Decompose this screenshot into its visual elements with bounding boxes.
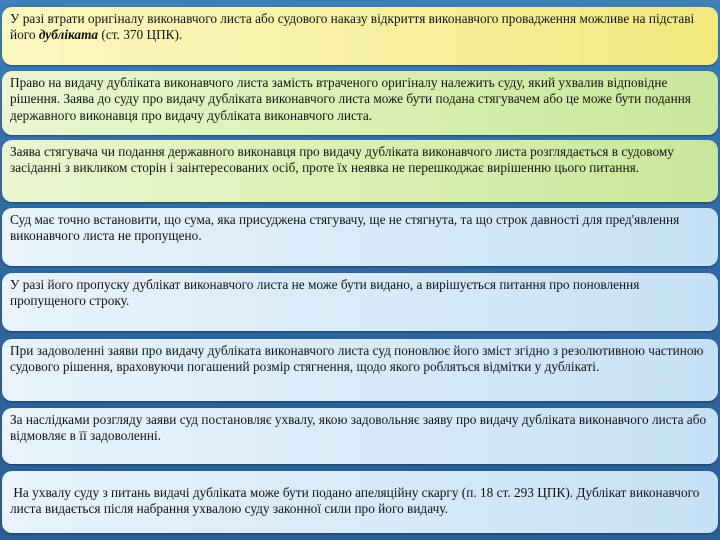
text-block-2 <box>2 71 718 135</box>
text-block-4 <box>2 208 718 266</box>
text-block-1-text-after: (ст. 370 ЦПК). <box>98 27 183 43</box>
text-block-1-text-before: У разі втрати оригіналу виконавчого листа або судового наказу відкриття виконавчого провадження можливе на підставі його <box>10 11 695 43</box>
text-block-6 <box>2 339 718 401</box>
text-block-3-paragraph: Заява стягувача чи подання державного виконавця про видачу дубліката виконавчого листа розглядається в судовому засіданні з викликом сторін і заінтересованих осіб, проте їх неявка не перешкоджає вирішенню цього питання. <box>10 144 674 176</box>
text-block-1 <box>2 7 718 65</box>
text-block-5 <box>2 273 718 331</box>
text-block-5-paragraph: У разі його пропуску дублікат виконавчого листа не може бути видано, а вирішується питання про поновлення пропущеного строку. <box>10 277 640 309</box>
text-block-4-paragraph: Суд має точно встановити, що сума, яка присуджена стягувачу, ще не стягнута, та що строк давності для пред'явлення виконавчого листа не пропущено. <box>10 212 680 244</box>
text-block-7 <box>2 408 718 464</box>
text-block-8-paragraph: На ухвалу суду з питань видачі дубліката може бути подано апеляційну скаргу (п. 18 ст. 293 ЦПК). Дублікат виконавчого листа видається після набрання ухвалою суду законної сили про його видачу. <box>10 485 703 517</box>
text-block-1-paragraph <box>10 11 710 44</box>
text-block-1-emphasis: дубліката <box>38 27 99 43</box>
text-block-8 <box>2 471 718 533</box>
text-block-7-paragraph: За наслідками розгляду заяви суд постановляє ухвалу, якою задовольняє заяву про видачу дубліката виконавчого листа або відмовляє в її задоволенні. <box>10 412 707 444</box>
text-block-3 <box>2 140 718 202</box>
text-block-2-paragraph: Право на видачу дубліката виконавчого листа замість втраченого оригіналу належить суду, який ухвалив відповідне рішення. Заява до суду про видачу дубліката виконавчого листа може бути подана стягувачем або це може бути подання державного виконавця про видачу дубліката виконавчого листа. <box>10 75 691 123</box>
text-block-6-paragraph: При задоволенні заяви про видачу дубліката виконавчого листа суд поновлює його зміст згідно з резолютивною частиною судового рішення, враховуючи погашений розмір стягнення, щодо якого робляться відмітки у дублікаті. <box>10 343 704 375</box>
